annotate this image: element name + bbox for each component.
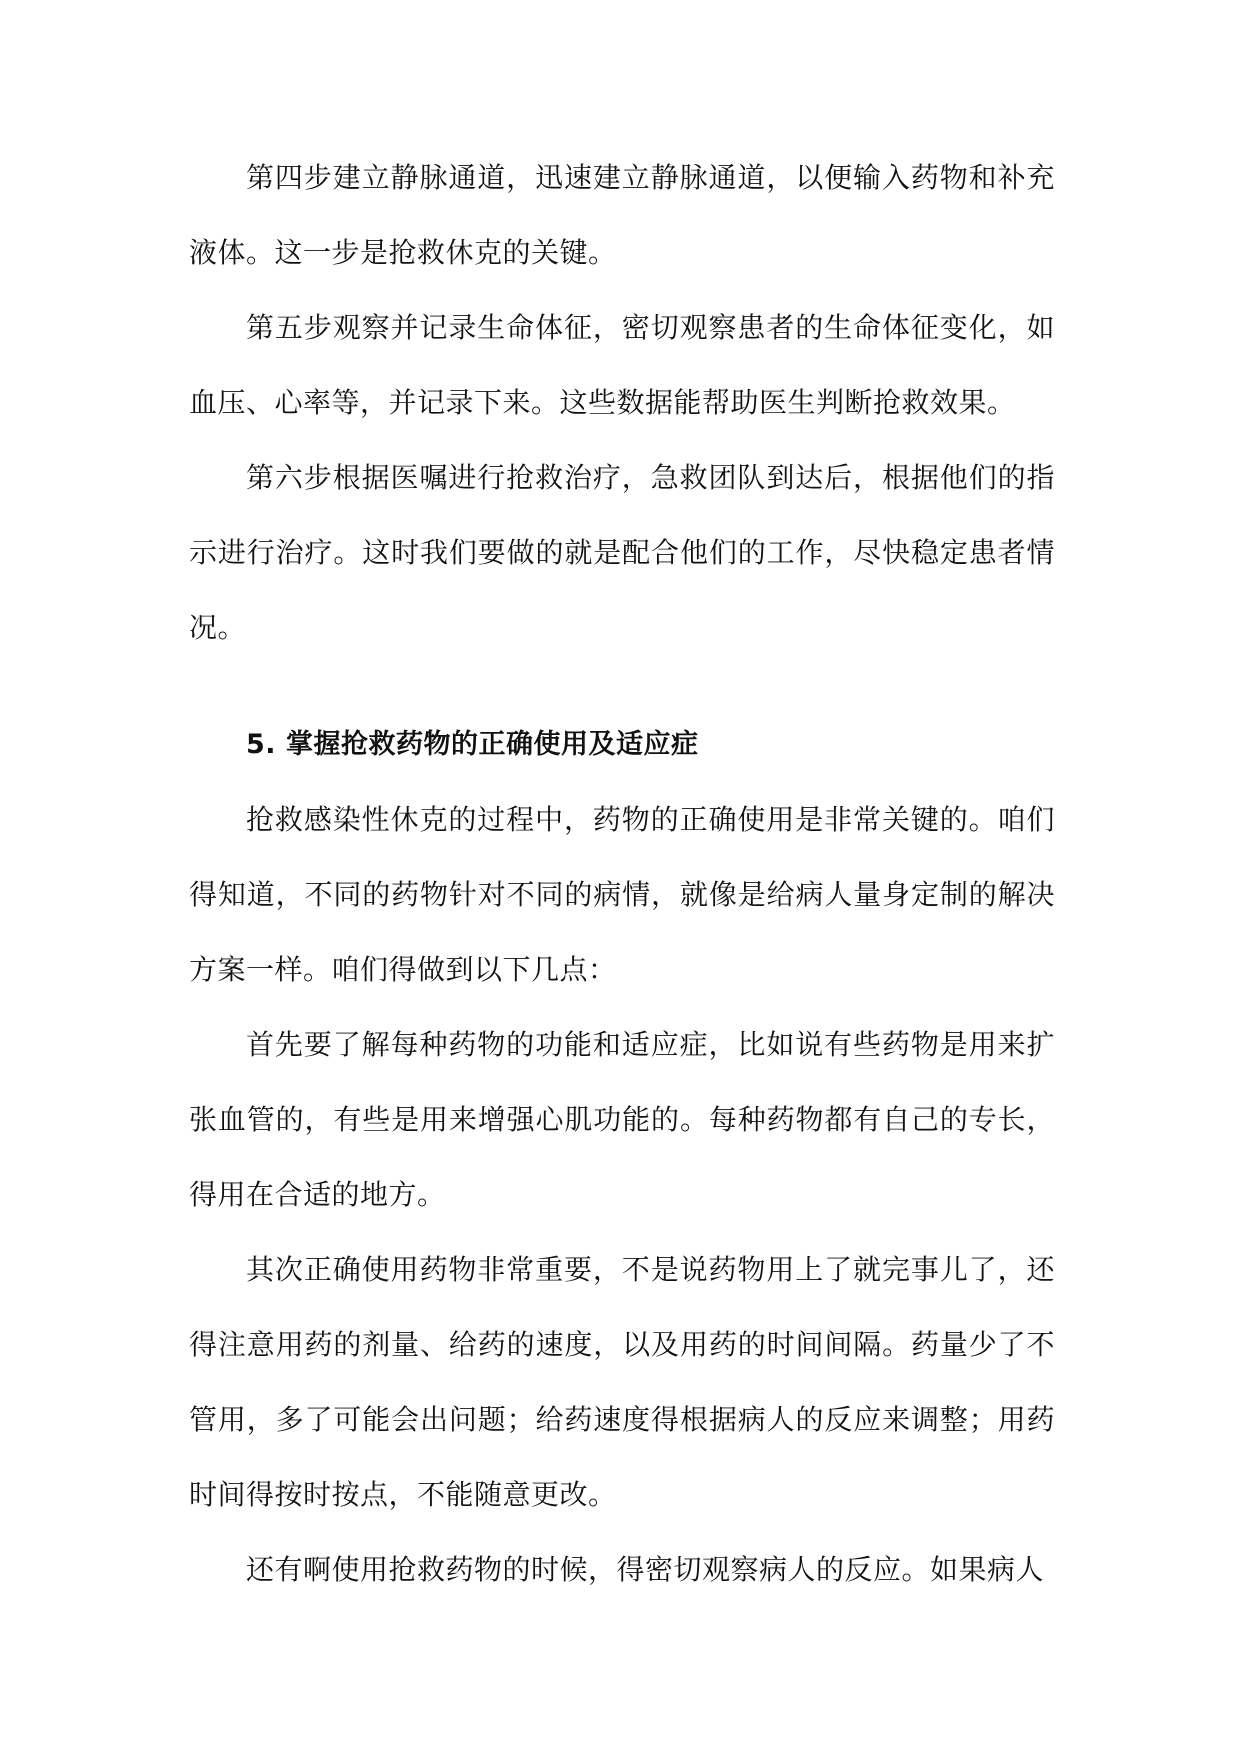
section-heading: 5. 掌握抢救药物的正确使用及适应症 [246, 729, 699, 760]
paragraph-step-five: 第五步观察并记录生命体征，密切观察患者的生命体征变化，如血压、心率等，并记录下来。这些数据能帮助医生判断抢救效果。 [189, 311, 1055, 419]
paragraph-step-six: 第六步根据医嘱进行抢救治疗，急救团队到达后，根据他们的指示进行治疗。这时我们要做的就是配合他们的工作，尽快稳定患者情况。 [189, 461, 1055, 644]
document-body [189, 140, 1055, 1607]
paragraph-third: 还有啊使用抢救药物的时候，得密切观察病人的反应。如果病人 [246, 1553, 1045, 1586]
paragraph-second: 其次正确使用药物非常重要，不是说药物用上了就完事儿了，还得注意用药的剂量、给药的速度，以及用药的时间间隔。药量少了不管用，多了可能会出问题；给药速度得根据病人的反应来调整；用药时间得按时按点，不能随意更改。 [189, 1253, 1055, 1511]
paragraph-step-four: 第四步建立静脉通道，迅速建立静脉通道，以便输入药物和补充液体。这一步是抢救休克的关键。 [189, 161, 1055, 269]
paragraph-intro: 抢救感染性休克的过程中，药物的正确使用是非常关键的。咱们得知道，不同的药物针对不同的病情，就像是给病人量身定制的解决方案一样。咱们得做到以下几点： [189, 803, 1055, 986]
paragraph-first: 首先要了解每种药物的功能和适应症，比如说有些药物是用来扩张血管的，有些是用来增强心肌功能的。每种药物都有自己的专长，得用在合适的地方。 [189, 1028, 1055, 1211]
